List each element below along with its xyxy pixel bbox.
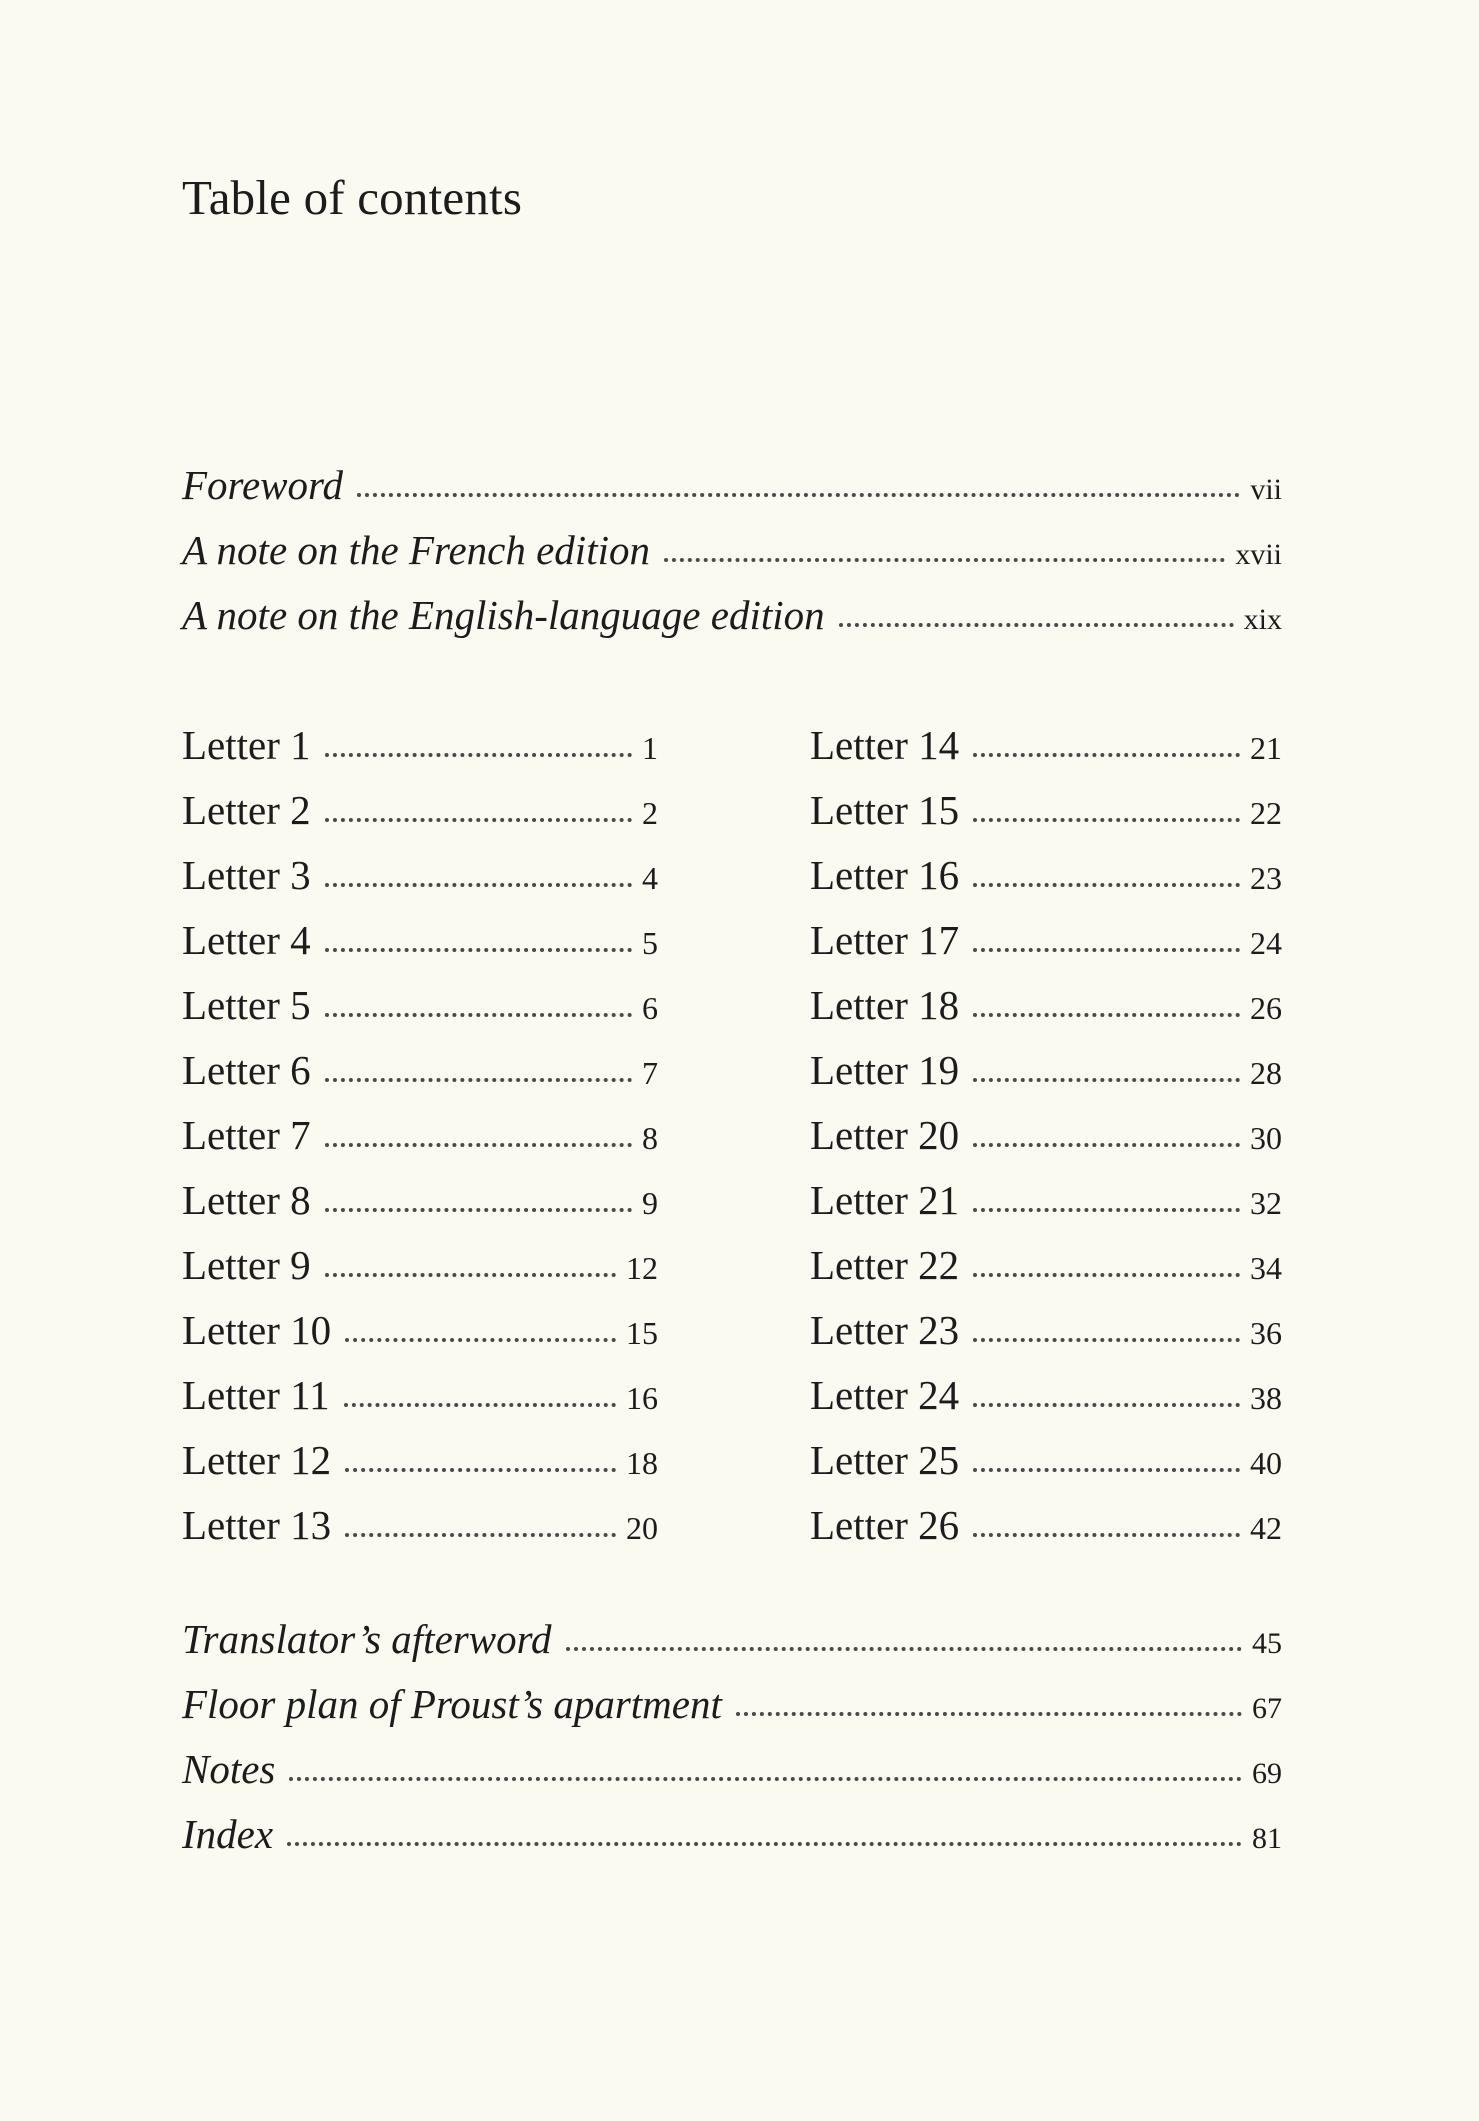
dot-leader: [973, 1013, 1240, 1017]
dot-leader: [325, 1143, 632, 1147]
entry-label: Letter 5: [182, 982, 311, 1028]
toc-entry: [182, 1680, 1282, 1745]
entry-page-number: vii: [1250, 473, 1282, 506]
toc-entry: [810, 786, 1282, 851]
entry-page-number: 45: [1252, 1627, 1282, 1660]
entry-page-number: 2: [642, 795, 658, 831]
entry-label: Foreword: [182, 462, 343, 508]
toc-entry: [810, 851, 1282, 916]
toc-entry: [182, 591, 1282, 656]
toc-entry: [182, 916, 658, 981]
dot-leader: [345, 1533, 616, 1537]
dot-leader: [973, 1403, 1240, 1407]
entry-page-number: 16: [626, 1380, 658, 1416]
entry-label: Floor plan of Proust’s apartment: [182, 1681, 722, 1727]
dot-leader: [566, 1647, 1242, 1651]
dot-leader: [325, 948, 632, 952]
toc-entry: [182, 786, 658, 851]
dot-leader: [325, 1273, 616, 1277]
entry-label: Letter 18: [810, 982, 960, 1028]
entry-label: A note on the French edition: [182, 527, 650, 573]
entry-label: Index: [182, 1811, 274, 1857]
entry-label: Letter 13: [182, 1502, 332, 1548]
toc-entry: [810, 1306, 1282, 1371]
dot-leader: [345, 1338, 616, 1342]
entry-label: Letter 10: [182, 1307, 332, 1353]
toc-entry: [182, 1371, 658, 1436]
toc-entry: [182, 1810, 1282, 1875]
entry-label: Letter 21: [810, 1177, 960, 1223]
entry-page-number: 6: [642, 990, 658, 1026]
entry-page-number: 22: [1250, 795, 1282, 831]
toc-entry: [810, 1241, 1282, 1306]
toc-entry: [182, 721, 658, 786]
entry-page-number: 5: [642, 925, 658, 961]
dot-leader: [973, 753, 1240, 757]
entry-label: Letter 24: [810, 1372, 960, 1418]
entry-label: Letter 26: [810, 1502, 960, 1548]
toc-entry: [182, 1615, 1282, 1680]
toc-entry: [810, 1176, 1282, 1241]
entry-label: Letter 7: [182, 1112, 311, 1158]
entry-page-number: 67: [1252, 1692, 1282, 1725]
entry-label: Letter 23: [810, 1307, 960, 1353]
entry-label: Letter 20: [810, 1112, 960, 1158]
entry-label: Letter 8: [182, 1177, 311, 1223]
toc-entry: [182, 1436, 658, 1501]
entry-label: A note on the English-language edition: [182, 592, 825, 638]
entry-page-number: 18: [626, 1445, 658, 1481]
entry-page-number: 1: [642, 730, 658, 766]
entry-label: Letter 3: [182, 852, 311, 898]
entry-page-number: 21: [1250, 730, 1282, 766]
entry-page-number: 81: [1252, 1822, 1282, 1855]
toc-entry: [810, 981, 1282, 1046]
dot-leader: [973, 1338, 1240, 1342]
toc-entry: [182, 1241, 658, 1306]
entry-page-number: 12: [626, 1250, 658, 1286]
entry-page-number: 20: [626, 1510, 658, 1546]
entry-page-number: 32: [1250, 1185, 1282, 1221]
dot-leader: [325, 883, 632, 887]
toc-entry: [810, 721, 1282, 786]
entry-label: Letter 11: [182, 1372, 330, 1418]
entry-page-number: 9: [642, 1185, 658, 1221]
dot-leader: [325, 1078, 632, 1082]
entry-label: Translator’s afterword: [182, 1616, 552, 1662]
dot-leader: [973, 1533, 1240, 1537]
entry-page-number: 42: [1250, 1510, 1282, 1546]
entry-label: Letter 6: [182, 1047, 311, 1093]
toc-entry: [182, 851, 658, 916]
entry-page-number: 15: [626, 1315, 658, 1351]
entry-page-number: 4: [642, 860, 658, 896]
toc-entry: [182, 1176, 658, 1241]
back-matter-list: [182, 1615, 1282, 1875]
letters-left-column: [182, 721, 658, 1566]
dot-leader: [344, 1403, 616, 1407]
entry-page-number: xix: [1243, 603, 1282, 636]
dot-leader: [325, 1208, 632, 1212]
toc-entry: [182, 526, 1282, 591]
dot-leader: [664, 558, 1225, 562]
dot-leader: [325, 1013, 632, 1017]
dot-leader: [325, 818, 632, 822]
entry-page-number: 26: [1250, 990, 1282, 1026]
dot-leader: [973, 883, 1240, 887]
entry-page-number: 7: [642, 1055, 658, 1091]
toc-entry: [182, 1306, 658, 1371]
entry-label: Notes: [182, 1746, 276, 1792]
entry-label: Letter 16: [810, 852, 960, 898]
toc-entry: [182, 1745, 1282, 1810]
dot-leader: [357, 493, 1240, 497]
entry-label: Letter 22: [810, 1242, 960, 1288]
entry-page-number: 8: [642, 1120, 658, 1156]
dot-leader: [287, 1842, 1242, 1846]
dot-leader: [289, 1777, 1242, 1781]
dot-leader: [736, 1712, 1242, 1716]
dot-leader: [973, 1143, 1240, 1147]
toc-entry: [182, 1111, 658, 1176]
entry-label: Letter 12: [182, 1437, 332, 1483]
letters-right-column: [810, 721, 1282, 1566]
toc-entry: [810, 1046, 1282, 1111]
entry-page-number: 30: [1250, 1120, 1282, 1156]
entry-page-number: 38: [1250, 1380, 1282, 1416]
toc-entry: [810, 1371, 1282, 1436]
entry-label: Letter 17: [810, 917, 960, 963]
dot-leader: [973, 1273, 1240, 1277]
entry-page-number: 24: [1250, 925, 1282, 961]
entry-page-number: 23: [1250, 860, 1282, 896]
entry-label: Letter 25: [810, 1437, 960, 1483]
entry-page-number: 34: [1250, 1250, 1282, 1286]
toc-entry: [182, 1501, 658, 1566]
toc-entry: [810, 1501, 1282, 1566]
entry-label: Letter 1: [182, 722, 311, 768]
toc-entry: [810, 916, 1282, 981]
toc-entry: [810, 1436, 1282, 1501]
front-matter-list: [182, 461, 1282, 656]
entry-page-number: 40: [1250, 1445, 1282, 1481]
entry-page-number: 69: [1252, 1757, 1282, 1790]
dot-leader: [345, 1468, 616, 1472]
dot-leader: [973, 1208, 1240, 1212]
page-title: Table of contents: [182, 170, 523, 225]
entry-page-number: 36: [1250, 1315, 1282, 1351]
entry-label: Letter 2: [182, 787, 311, 833]
entry-label: Letter 15: [810, 787, 960, 833]
dot-leader: [973, 1078, 1240, 1082]
entry-label: Letter 14: [810, 722, 960, 768]
entry-label: Letter 9: [182, 1242, 311, 1288]
dot-leader: [325, 753, 632, 757]
dot-leader: [973, 818, 1240, 822]
entry-label: Letter 4: [182, 917, 311, 963]
entry-label: Letter 19: [810, 1047, 960, 1093]
toc-entry: [182, 461, 1282, 526]
toc-entry: [182, 981, 658, 1046]
dot-leader: [839, 623, 1234, 627]
dot-leader: [973, 948, 1240, 952]
dot-leader: [973, 1468, 1240, 1472]
toc-entry: [182, 1046, 658, 1111]
entry-page-number: 28: [1250, 1055, 1282, 1091]
entry-page-number: xvii: [1235, 538, 1282, 571]
toc-entry: [810, 1111, 1282, 1176]
